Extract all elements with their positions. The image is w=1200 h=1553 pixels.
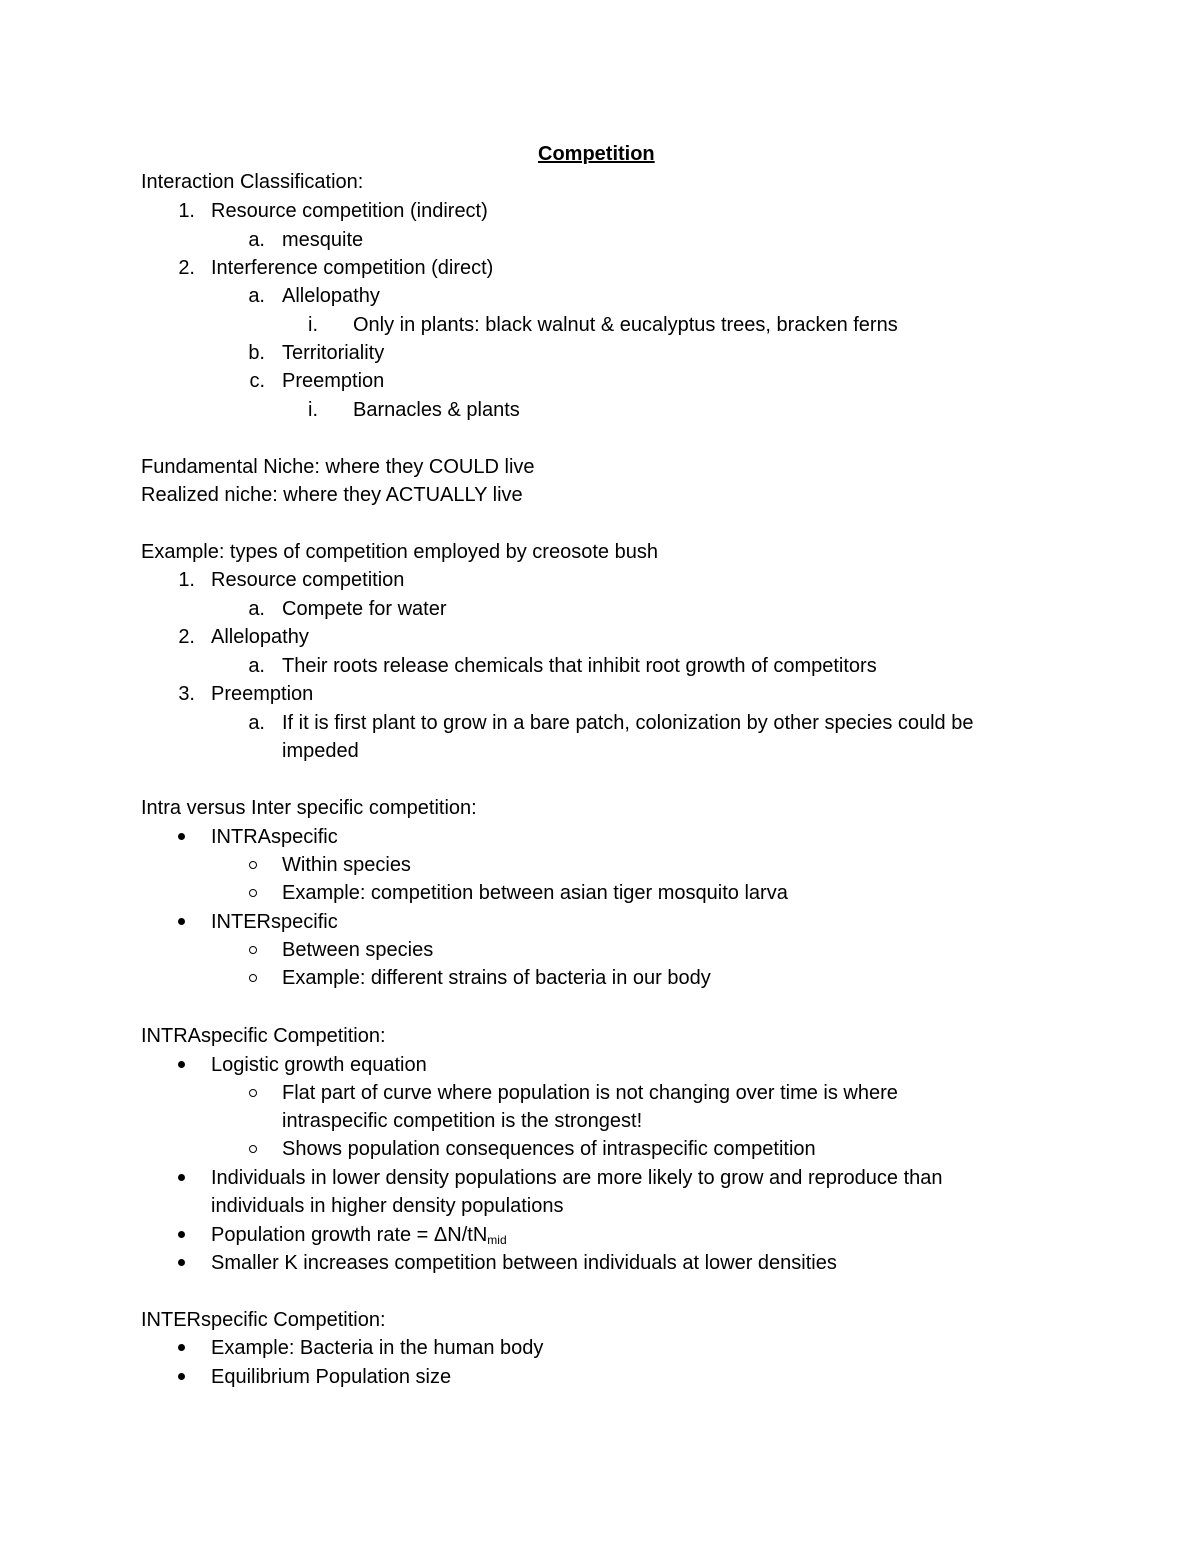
bullet-icon bbox=[178, 1259, 185, 1266]
page-title: Competition bbox=[538, 143, 655, 165]
list-item: INTRAspecific bbox=[211, 826, 338, 848]
list-item: Within species bbox=[282, 854, 411, 876]
list-marker: a. bbox=[248, 712, 265, 734]
list-item: Shows population consequences of intraspecific competition bbox=[282, 1138, 816, 1160]
list-item: Allelopathy bbox=[211, 626, 309, 648]
list-marker: 1. bbox=[178, 569, 195, 591]
list-item: Interference competition (direct) bbox=[211, 257, 494, 279]
list-item: Example: Bacteria in the human body bbox=[211, 1337, 544, 1359]
list-item: Individuals in lower density populations are more likely to grow and reproduce than bbox=[211, 1167, 943, 1189]
list-item: Only in plants: black walnut & eucalyptus trees, bracken ferns bbox=[353, 314, 898, 336]
growth-rate-subscript: mid bbox=[487, 1233, 507, 1247]
list-item: INTERspecific bbox=[211, 911, 338, 933]
list-marker: a. bbox=[248, 285, 265, 307]
list-marker: a. bbox=[248, 229, 265, 251]
list-item: Preemption bbox=[282, 370, 385, 392]
list-item: Compete for water bbox=[282, 598, 447, 620]
list-marker: i. bbox=[308, 399, 318, 421]
bullet-icon bbox=[178, 833, 185, 840]
list-marker: 2. bbox=[178, 626, 195, 648]
list-item: Territoriality bbox=[282, 342, 385, 364]
bullet-icon bbox=[178, 1344, 185, 1351]
list-item: Logistic growth equation bbox=[211, 1054, 427, 1076]
hollow-bullet-icon bbox=[249, 861, 257, 869]
list-item: Example: different strains of bacteria in our body bbox=[282, 967, 711, 989]
list-marker: 2. bbox=[178, 257, 195, 279]
list-item-growth-rate bbox=[211, 1223, 507, 1247]
bullet-icon bbox=[178, 1373, 185, 1380]
list-item: Smaller K increases competition between individuals at lower densities bbox=[211, 1252, 837, 1274]
hollow-bullet-icon bbox=[249, 1145, 257, 1153]
list-item: If it is first plant to grow in a bare patch, colonization by other species could be bbox=[282, 712, 974, 734]
hollow-bullet-icon bbox=[249, 1089, 257, 1097]
realized-niche-text: Realized niche: where they ACTUALLY live bbox=[141, 484, 523, 506]
list-item: Between species bbox=[282, 939, 434, 961]
list-marker: a. bbox=[248, 598, 265, 620]
list-marker: c. bbox=[249, 370, 265, 392]
fundamental-niche-text: Fundamental Niche: where they COULD live bbox=[141, 456, 535, 478]
hollow-bullet-icon bbox=[249, 889, 257, 897]
list-item: mesquite bbox=[282, 229, 364, 251]
hollow-bullet-icon bbox=[249, 974, 257, 982]
growth-rate-formula: Population growth rate = ΔN/tN bbox=[211, 1224, 488, 1246]
list-item: Resource competition (indirect) bbox=[211, 200, 488, 222]
list-item: Preemption bbox=[211, 683, 314, 705]
list-marker: i. bbox=[308, 314, 318, 336]
hollow-bullet-icon bbox=[249, 946, 257, 954]
list-item-continuation: individuals in higher density populations bbox=[211, 1195, 564, 1217]
list-item: Allelopathy bbox=[282, 285, 380, 307]
section-heading-interaction: Interaction Classification: bbox=[141, 171, 364, 193]
list-marker: 1. bbox=[178, 200, 195, 222]
section-heading-interspecific: INTERspecific Competition: bbox=[141, 1309, 386, 1331]
list-item: Example: competition between asian tiger mosquito larva bbox=[282, 882, 788, 904]
list-marker: 3. bbox=[178, 683, 195, 705]
section-heading-intraspecific: INTRAspecific Competition: bbox=[141, 1025, 386, 1047]
section-heading-creosote: Example: types of competition employed by creosote bush bbox=[141, 541, 658, 563]
list-marker: a. bbox=[248, 655, 265, 677]
list-item: Their roots release chemicals that inhibit root growth of competitors bbox=[282, 655, 877, 677]
list-item-continuation: impeded bbox=[282, 740, 359, 762]
list-item: Equilibrium Population size bbox=[211, 1366, 452, 1388]
section-heading-intra-inter: Intra versus Inter specific competition: bbox=[141, 797, 477, 819]
list-item: Flat part of curve where population is not changing over time is where bbox=[282, 1082, 898, 1104]
bullet-icon bbox=[178, 1174, 185, 1181]
bullet-icon bbox=[178, 918, 185, 925]
list-item: Barnacles & plants bbox=[353, 399, 520, 421]
bullet-icon bbox=[178, 1231, 185, 1238]
list-marker: b. bbox=[248, 342, 265, 364]
list-item-continuation: intraspecific competition is the strongest! bbox=[282, 1110, 643, 1132]
bullet-icon bbox=[178, 1061, 185, 1068]
list-item: Resource competition bbox=[211, 569, 405, 591]
